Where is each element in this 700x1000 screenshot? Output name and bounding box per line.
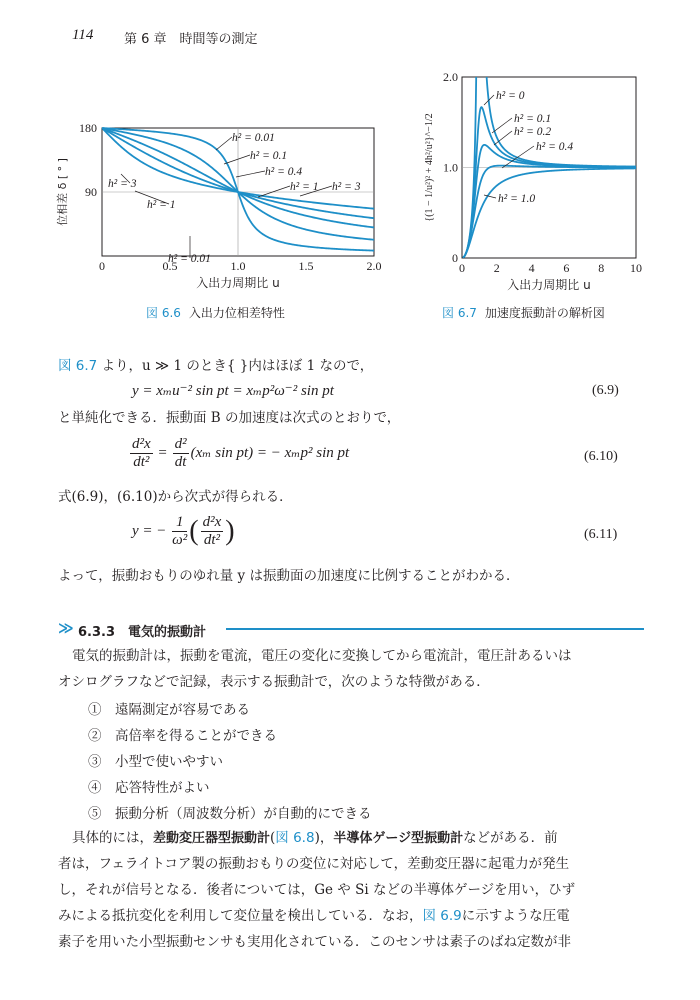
figure-6-6-caption [146,304,285,321]
leader-line [224,155,250,164]
denominator: ω² [172,532,188,548]
figure-6-7-chart [400,65,660,295]
x-tick-label: 6 [563,261,570,275]
figure-6-6-chart [40,110,390,295]
figure-reference[interactable]: 図 6.7 [58,358,98,374]
y-axis-label: 位相差 δ [ ° ] [56,158,69,226]
paragraph-5-line-4: みによる抵抗変化を利用して変位量を検出している．なお，図 6.9に示すような圧電 [58,908,570,924]
equation-number: (6.10) [584,449,618,464]
caption-text: 加速度振動計の解析図 [484,306,605,320]
equation-rest: (xₘ sin pt) = − xₘp² sin pt [190,444,350,461]
paragraph-5-line-2: 者は，フェライトコア製の振動おもりの変位に対応して，差動変圧器に起電力が発生 [58,856,570,872]
y-tick-label: 2.0 [443,70,458,84]
series-label: h² = 3 [108,178,137,190]
numerator: 1 [172,514,187,532]
equation-6-10: $\frac{\text{d²x}}{\text{dt²}}$ = $\frac{\text{d²}}{dt}$ (xₘ sin pt) = − xₘp² sin pt [132,436,350,470]
leader-line [492,118,512,133]
series-label: h² = 0 [496,90,525,102]
x-tick-label: 2 [493,261,500,275]
series-label: h² = 0.4 [536,141,574,153]
section-marker-icon: ≫ [58,619,74,637]
figure-label: 図 6.6 [146,306,181,320]
series-label: h² = 1 [290,181,319,193]
series-label: h² = 0.1 [250,150,288,162]
list-item: ① 遠隔測定が容易である [88,702,250,718]
equation-lhs: y = − [132,522,167,539]
section-title: 電気的振動計 [128,625,207,640]
paragraph-4: よって，振動おもりのゆれ量 y は振動面の加速度に比例することがわかる． [58,568,520,584]
series-line [463,145,636,258]
numerator: d²x [202,514,222,530]
x-tick-label: 1.5 [298,259,314,273]
paragraph-text: より，u ≫ 1 のとき{ }内はほぼ 1 なので， [101,358,374,374]
x-tick-label: 0 [459,261,465,275]
fraction [201,514,224,549]
paragraph-2: と単純化できる．振動面 B の加速度は次式のとおりで， [58,410,401,426]
leader-line [236,171,265,177]
figure-6-7-caption [442,304,605,321]
denominator: dt [174,454,187,470]
y-tick-label: 0 [452,251,458,265]
list-item: ③ 小型で使いやすい [88,754,223,770]
x-tick-label: 2.0 [366,259,382,273]
series-label: h² = 0.1 [514,113,552,125]
y-tick-label: 180 [79,121,97,135]
paragraph-5-line-5: 素子を用いた小型振動センサも実用化されている．このセンサは素子のばね定数が非 [58,934,571,950]
numerator: d²x [132,436,151,452]
list-item: ⑤ 振動分析（周波数分析）が自動的にできる [88,806,372,822]
denominator: dt² [133,454,150,470]
numerator: d² [174,436,187,452]
x-tick-label: 0 [99,259,105,273]
leader-line [216,137,232,150]
paragraph-5-line-3: し，それが信号となる．後者については，Ge や Si などの半導体ゲージを用い，ひず [58,882,576,898]
series-label: h² = 0.01 [168,253,211,265]
y-tick-label: 90 [85,185,97,199]
figure-reference[interactable]: 図 6.8 [275,830,315,846]
paragraph-1 [58,356,373,376]
series-label: h² = 0.01 [232,132,275,144]
y-tick-label: 1.0 [443,160,458,175]
series-label: h² = 3 [332,181,361,193]
x-tick-label: 0.5 [162,259,178,273]
section-rule [226,628,644,630]
x-tick-label: 4 [528,261,535,275]
fraction [172,514,187,549]
feature-list [88,698,372,828]
term-bold: 半導体ゲージ型振動計 [333,831,464,846]
denominator: dt² [203,532,220,548]
y-axis-label: {(1 − 1/u²)² + 4h²/u²}^−1/2 [424,113,435,222]
equation-number: (6.9) [592,383,619,398]
caption-text: 入出力位相差特性 [188,306,285,320]
fraction [130,436,153,471]
paragraph-5-line-1: 具体的には，差動変圧器型振動計(図 6.8)，半導体ゲージ型振動計などがある．前 [72,830,558,846]
page-number: 114 [72,27,94,43]
list-item: ② 高倍率を得ることができる [88,728,277,744]
x-axis-label: 入出力周期比 u [196,276,280,290]
paragraph-3: 式(6.9)，(6.10)から次式が得られる． [58,489,293,505]
chapter-title: 第 6 章 時間等の測定 [124,32,258,47]
figure-label: 図 6.7 [442,306,477,320]
leader-line [258,186,290,197]
series-label: h² = 0.4 [265,166,303,178]
section-intro-line-2: オシログラフなどで記録，表示する振動計で，次のような特徴がある． [58,674,490,690]
section-heading [78,621,206,640]
term-bold: 差動変圧器型振動計 [153,831,271,846]
series-label: h² = 0.2 [514,126,552,138]
list-item: ④ 応答特性がよい [88,780,210,796]
section-number: 6.3.3 [78,625,116,640]
equation-6-9: y = xₘu⁻² sin pt = xₘp²ω⁻² sin pt [132,383,334,399]
x-tick-label: 10 [630,261,642,275]
section-intro-line-1: 電気的振動計は，振動を電流，電圧の変化に変換してから電流計，電圧計あるいは [72,648,572,664]
figure-reference[interactable]: 図 6.9 [422,908,462,924]
series-label: h² = 1 [147,199,176,211]
series-line [463,166,636,258]
series-line [463,168,636,257]
x-tick-label: 1.0 [230,259,246,273]
acceleration-plot-area [424,65,642,292]
series-label: h² = 1.0 [498,193,536,205]
equation-number: (6.11) [584,527,618,542]
fraction [173,436,189,471]
x-tick-label: 8 [598,261,605,275]
series-line [463,65,636,258]
x-axis-label: 入出力周期比 u [507,278,591,292]
phase-plot-area [55,121,382,290]
equation-6-11: y = − $\frac{1}{\text{ω²}}$ ( $\frac{\text{d²x}}{\text{dt²}}$ ) [132,514,235,548]
